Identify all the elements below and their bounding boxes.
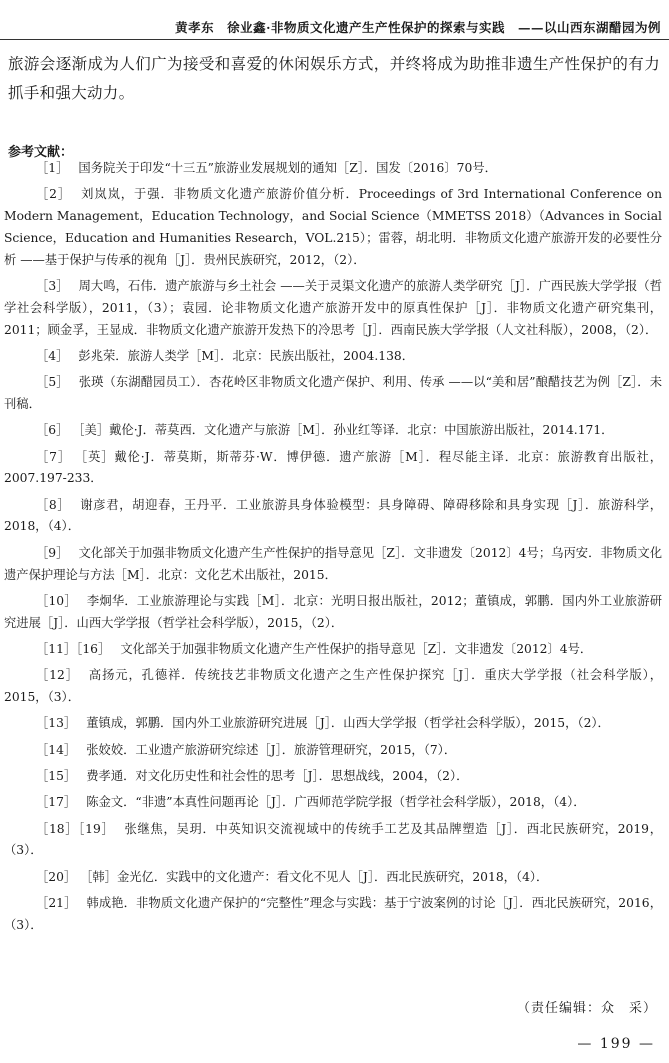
reference-text: 国务院关于印发“十三五”旅游业发展规划的通知［Z］．国发〔2016〕70号． — [78, 161, 497, 175]
reference-number: ［5］ — [35, 375, 69, 390]
reference-item — [4, 713, 662, 735]
reference-number: ［8］ — [35, 497, 71, 512]
reference-item — [4, 346, 662, 368]
reference-number: ［2］ — [35, 187, 72, 202]
reference-text: 谢彦君，胡迎春，王丹平．工业旅游具身体验模型：具身障碍、障碍移除和具身实现［J］．旅游科学，2018，（4）． — [4, 497, 662, 534]
reference-item — [4, 893, 662, 937]
reference-text: 张姣姣．工业遗产旅游研究综述［J］．旅游管理研究，2015，（7）． — [86, 742, 457, 757]
reference-number: ［20］ — [35, 869, 77, 884]
reference-number: ［3］ — [35, 278, 69, 293]
reference-item — [4, 792, 662, 814]
reference-number: ［12］ — [35, 668, 79, 683]
reference-text: 陈金文．“非遗”本真性问题再论［J］．广西师范学院学报（哲学社会科学版），2018，（4）． — [86, 795, 586, 810]
reference-item — [4, 372, 662, 416]
reference-text: 韩成艳．非物质文化遗产保护的“完整性”理念与实践：基于宁波案例的讨论［J］．西北民族研究，2016，（3）． — [4, 895, 662, 932]
reference-text: 高扬元，孔德祥．传统技艺非物质文化遗产之生产性保护探究［J］．重庆大学学报（社会科学版），2015，（3）． — [4, 668, 662, 705]
reference-item — [4, 740, 662, 762]
reference-number: ［9］ — [35, 545, 69, 560]
reference-item — [4, 184, 662, 271]
reference-text: 彭兆荣．旅游人类学［M］．北京：民族出版社，2004.138． — [78, 348, 415, 363]
responsible-editor: （责任编辑：众 采） — [516, 1001, 657, 1016]
reference-number: ［15］ — [35, 768, 77, 783]
references-heading: 参考文献： — [8, 145, 74, 160]
running-header — [0, 0, 669, 40]
reference-number: ［4］ — [35, 348, 69, 363]
reference-number: ［1］ — [35, 161, 69, 175]
reference-list — [4, 158, 662, 941]
reference-number: ［13］ — [35, 716, 77, 731]
reference-text: 文化部关于加强非物质文化遗产生产性保护的指导意见［Z］．文非遗发〔2012〕4号；乌丙安．非物质文化遗产保护理论与方法［M］．北京：文化艺术出版社，2015． — [4, 545, 662, 582]
reference-item — [4, 447, 662, 491]
reference-text: ［英］戴伦·J．蒂莫斯，斯蒂芬·W．博伊德．遗产旅游［M］．程尽能主译．北京：旅游教育出版社，2007.197-233． — [4, 449, 663, 486]
reference-text: 董镇成，郭鹏．国内外工业旅游研究进展［J］．山西大学学报（哲学社会科学版），2015，（2）． — [86, 716, 610, 731]
reference-text: 张继焦，吴玥．中英知识交流视域中的传统手工艺及其品牌塑造［J］．西北民族研究，2019，（3）． — [4, 821, 662, 858]
reference-item — [4, 766, 662, 788]
reference-item — [4, 543, 662, 587]
reference-item — [4, 420, 662, 442]
reference-number: ［18］［19］ — [35, 821, 115, 836]
reference-item — [4, 495, 662, 539]
reference-item — [4, 665, 662, 709]
reference-item — [4, 819, 662, 863]
reference-item — [4, 276, 662, 341]
reference-text: 周大鸣，石伟．遗产旅游与乡土社会 ——关于灵渠文化遗产的旅游人类学研究［J］．广西民族大学学报（哲学社会科学版），2011，（3）；袁园．论非物质文化遗产旅游开发中的原真性保护［J］．非物质文化遗产研究集刊，2011；顾金孚，王显成．非物质文化遗产旅游开发热下的冷思考［J］．西南民族大学学报（人文社科版），2008，（2）． — [4, 278, 662, 337]
reference-number: ［17］ — [35, 795, 77, 810]
header-title: 黄孝东 徐业鑫·非物质文化遗产生产性保护的探索与实践 ——以山西东湖醋园为例 — [175, 20, 661, 35]
reference-number: ［11］［16］ — [35, 641, 111, 656]
intro-paragraph: 旅游会逐渐成为人们广为接受和喜爱的休闲娱乐方式，并终将成为助推非遗生产性保护的有力抓手和强大动力。 — [8, 55, 660, 102]
reference-number: ［14］ — [35, 742, 77, 757]
reference-text: 文化部关于加强非物质文化遗产生产性保护的指导意见［Z］．文非遗发〔2012〕4号． — [120, 641, 593, 656]
reference-item — [4, 591, 662, 635]
reference-text: ［美］戴伦·J．蒂莫西．文化遗产与旅游［M］．孙业红等译．北京：中国旅游出版社，2014.171． — [78, 423, 614, 438]
reference-item — [4, 867, 662, 889]
reference-item — [4, 639, 662, 661]
reference-item — [4, 158, 662, 180]
reference-number: ［6］ — [35, 423, 69, 438]
reference-number: ［21］ — [35, 895, 77, 910]
page-number: — 199 — — [577, 1036, 655, 1052]
reference-number: ［7］ — [35, 449, 72, 464]
reference-text: ［韩］金光亿．实践中的文化遗产：看文化不见人［J］．西北民族研究，2018，（4）． — [86, 869, 549, 884]
reference-text: 费孝通．对文化历史性和社会性的思考［J］．思想战线，2004，（2）． — [86, 768, 469, 783]
reference-number: ［10］ — [35, 593, 77, 608]
reference-text: 刘岚岚，于强．非物质文化遗产旅游价值分析．Proceedings of 3rd International Conference on Modern Management，Education Technology，and Social Science（MMETSS 2018）（Advances in Social Science，Education and Humanities Research，VOL.215）；雷蓉，胡北明．非物质文化遗产旅游开发的必要性分析 ——基于保护与传承的视角［J］．贵州民族研究，2012，（2）． — [4, 187, 663, 267]
reference-text: 张瑛（东湖醋园员工）．杏花岭区非物质文化遗产保护、利用、传承 ——以“美和居”酿醋技艺为例［Z］．未刊稿． — [4, 375, 662, 411]
reference-text: 李炯华．工业旅游理论与实践［M］．北京：光明日报出版社，2012；董镇成，郭鹏．国内外工业旅游研究进展［J］．山西大学学报（哲学社会科学版），2015，（2）． — [4, 593, 662, 630]
